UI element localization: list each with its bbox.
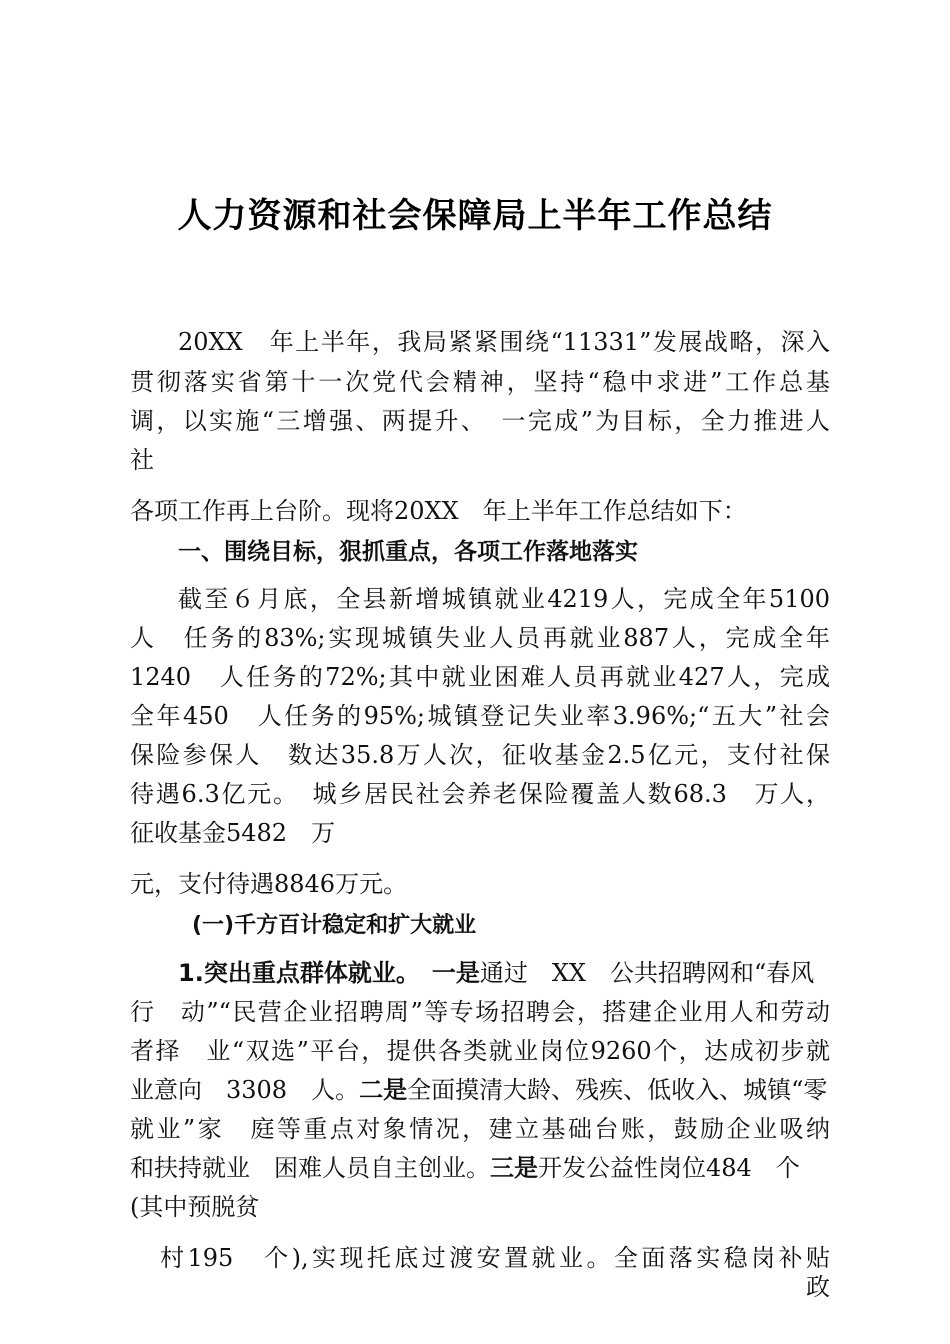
section1-line-6: 待遇6.3亿元。 城乡居民社会养老保险覆盖人数68.3 万人，: [130, 780, 830, 808]
subsection1-line-4b: 全面摸清大龄、残疾、低收入、城镇“零: [407, 1076, 828, 1104]
subsection1-line-3: 者择 业“双选”平台，提供各类就业岗位9260个，达成初步就: [130, 1037, 830, 1065]
intro-line-5: 各项工作再上台阶。现将20XX 年上半年工作总结如下：: [130, 497, 747, 525]
subsection1-line-4a: 业意向 3308 人。: [130, 1076, 360, 1104]
subsection1-line-5: 就业”家 庭等重点对象情况，建立基础台账，鼓励企业吸纳: [130, 1115, 830, 1143]
keyword-yi: 一是: [431, 959, 480, 987]
item-label-1: 1.突出重点群体就业。: [178, 959, 408, 987]
section-heading-1: 一、围绕目标，狠抓重点，各项工作落地落实: [178, 539, 638, 565]
subsection1-line-7: (其中预脱贫: [130, 1193, 260, 1221]
section1-line-3: 1240 人任务的72%;其中就业困难人员再就业427人，完成: [130, 663, 830, 691]
document-title: 人力资源和社会保障局上半年工作总结: [177, 196, 773, 236]
subsection1-line-1: [178, 958, 830, 988]
subsection-heading-1: (一)千方百计稳定和扩大就业: [192, 913, 477, 938]
subsection1-line-6b: 开发公益性岗位484 个: [538, 1154, 800, 1182]
intro-line-4: 社: [130, 446, 154, 474]
subsection1-line-1-text: 通过 XX 公共招聘网和“春风: [479, 959, 815, 987]
intro-line-3: 调，以实施“三增强、两提升、 一完成”为目标，全力推进人: [130, 407, 830, 435]
section1-line-1: 截至６月底，全县新增城镇就业4219人，完成全年5100: [178, 585, 830, 613]
subsection1-line-8: 村195 个),实现托底过渡安置就业。全面落实稳岗补贴: [160, 1244, 830, 1272]
subsection1-line-9: 政: [806, 1273, 830, 1301]
keyword-san: 三是: [490, 1154, 538, 1182]
subsection1-line-6: [130, 1153, 830, 1183]
section1-line-7: 征收基金5482 万: [130, 819, 336, 847]
section1-line-4: 全年450 人任务的95%;城镇登记失业率3.96%;“五大”社会: [130, 702, 830, 730]
section1-line-2: 人 任务的83%;实现城镇失业人员再就业887人，完成全年: [130, 624, 830, 652]
subsection1-line-2: 行 动”“民营企业招聘周”等专场招聘会，搭建企业用人和劳动: [130, 998, 830, 1026]
intro-line-2: 贯彻落实省第十一次党代会精神，坚持“稳中求进”工作总基: [130, 368, 830, 396]
intro-line-1: 20XX 年上半年，我局紧紧围绕“11331”发展战略，深入: [178, 328, 830, 356]
subsection1-line-6a: 和扶持就业 困难人员自主创业。: [130, 1154, 490, 1182]
subsection1-line-4: [130, 1075, 830, 1105]
section1-line-8: 元，支付待遇8846万元。: [130, 870, 408, 898]
section1-line-5: 保险参保人 数达35.8万人次，征收基金2.5亿元，支付社保: [130, 741, 830, 769]
keyword-er: 二是: [359, 1076, 408, 1104]
